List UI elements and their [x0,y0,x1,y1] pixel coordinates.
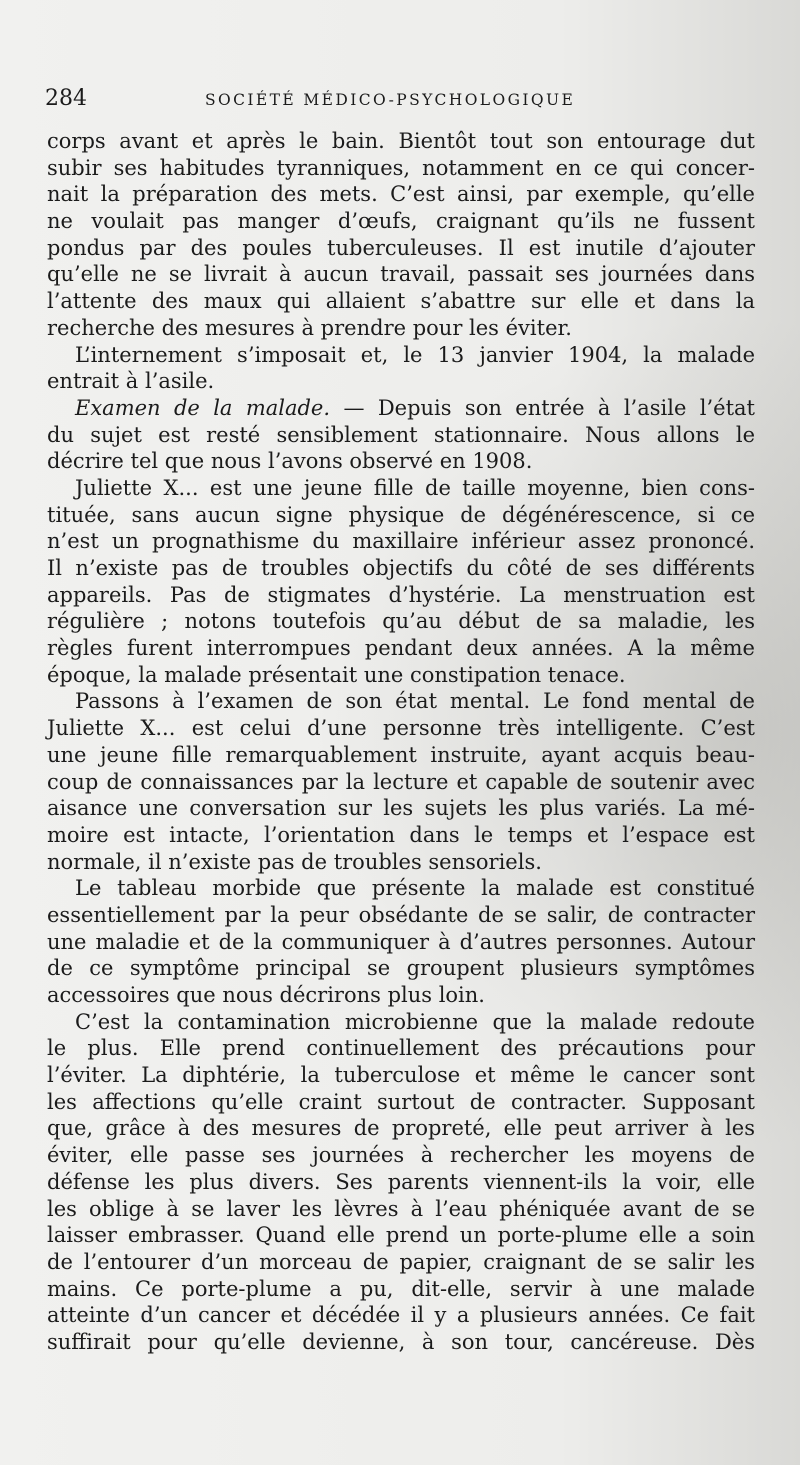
text-line: de ce symptôme principal se groupent plusieurs symptômes [47,956,755,981]
text-line: n’est un prognathisme du maxillaire inférieur assez prononcé. [47,529,755,554]
text-line: de l’entourer d’un morceau de papier, craignant de se salir les [47,1249,755,1274]
text-line: du sujet est resté sensiblement stationnaire. Nous allons le [47,422,755,447]
text-line: essentiellement par la peur obsédante de se salir, de contracter [47,902,755,927]
text-line: le plus. Elle prend continuellement des précautions pour [47,1036,755,1061]
text-line: l’attente des maux qui allaient s’abattre sur elle et dans la [47,289,755,314]
text-line: atteinte d’un cancer et décédée il y a plusieurs années. Ce fait [47,1303,755,1328]
text-line: moire est intacte, l’orientation dans le temps et l’espace est [47,822,755,847]
text-line: recherche des mesures à prendre pour les éviter. [47,315,572,340]
text-line: l’éviter. La diphtérie, la tuberculose et même le cancer sont [47,1063,755,1088]
text-line-with-heading [47,395,755,422]
journal-title: SOCIÉTÉ MÉDICO-PSYCHOLOGIQUE [205,91,576,109]
text-line: nait la préparation des mets. C’est ainsi, par exemple, qu’elle [47,182,755,207]
page-number: 284 [45,86,87,111]
text-line: Juliette X... est celui d’une personne très intelligente. C’est [47,716,755,741]
text-line: subir ses habitudes tyranniques, notamment en ce qui concer- [47,155,755,180]
text-line: que, grâce à des mesures de propreté, elle peut arriver à les [47,1116,755,1141]
section-heading: Examen de la malade. [75,395,331,420]
text-line: qu’elle ne se livrait à aucun travail, passait ses journées dans [47,262,755,287]
text-line: C’est la contamination microbienne que la malade redoute [75,1009,755,1034]
text-line: entrait à l’asile. [47,369,215,394]
text-line: époque, la malade présentait une constipation tenace. [47,662,626,687]
text-line: les affections qu’elle craint surtout de contracter. Supposant [47,1089,755,1114]
text-line: défense les plus divers. Ses parents viennent-ils la voir, elle [47,1169,755,1194]
text-line: coup de connaissances par la lecture et capable de soutenir avec [47,769,755,794]
text-line: Passons à l’examen de son état mental. Le fond mental de [75,689,755,714]
text-line: Juliette X... est une jeune fille de taille moyenne, bien cons- [75,475,755,500]
text-line: régulière ; notons toutefois qu’au début de sa maladie, les [47,609,755,634]
text-line: L’internement s’imposait et, le 13 janvier 1904, la malade [75,342,755,367]
text-line: mains. Ce porte-plume a pu, dit-elle, servir à une malade [47,1276,755,1301]
text-line: aisance une conversation sur les sujets les plus variés. La mé- [47,796,755,821]
text-line: règles furent interrompues pendant deux années. A la même [47,636,755,661]
text-line: décrire tel que nous l’avons observé en 1908. [47,449,533,474]
text-line: ne voulait pas manger d’œufs, craignant qu’ils ne fussent [47,209,755,234]
text-line: laisser embrasser. Quand elle prend un porte-plume elle a soin [47,1223,755,1248]
text-line: Le tableau morbide que présente la malade est constitué [75,876,755,901]
text-line: corps avant et après le bain. Bientôt tout son entourage dut [47,129,755,153]
text-line: appareils. Pas de stigmates d’hystérie. La menstruation est [47,582,755,607]
text-line: normale, il n’existe pas de troubles sensoriels. [47,849,542,874]
text-line: pondus par des poules tuberculeuses. Il est inutile d’ajouter [47,235,755,260]
running-head [45,84,755,114]
text-line: accessoires que nous décrirons plus loin. [47,983,485,1007]
text-line-rest: — Depuis son entrée à l’asile l’état [343,395,755,420]
text-line: éviter, elle passe ses journées à rechercher les moyens de [47,1143,755,1168]
text-line: Il n’existe pas de troubles objectifs du côté de ses différents [47,556,755,580]
text-line: les oblige à se laver les lèvres à l’eau phéniquée avant de se [47,1196,755,1221]
text-line: une jeune fille remarquablement instruite, ayant acquis beau- [47,742,755,767]
text-line: une maladie et de la communiquer à d’autres personnes. Autour [47,929,755,954]
body-text [47,128,755,1356]
text-line: tituée, sans aucun signe physique de dégénérescence, si ce [47,502,755,527]
text-line: suffirait pour qu’elle devienne, à son tour, cancéreuse. Dès [47,1329,755,1354]
